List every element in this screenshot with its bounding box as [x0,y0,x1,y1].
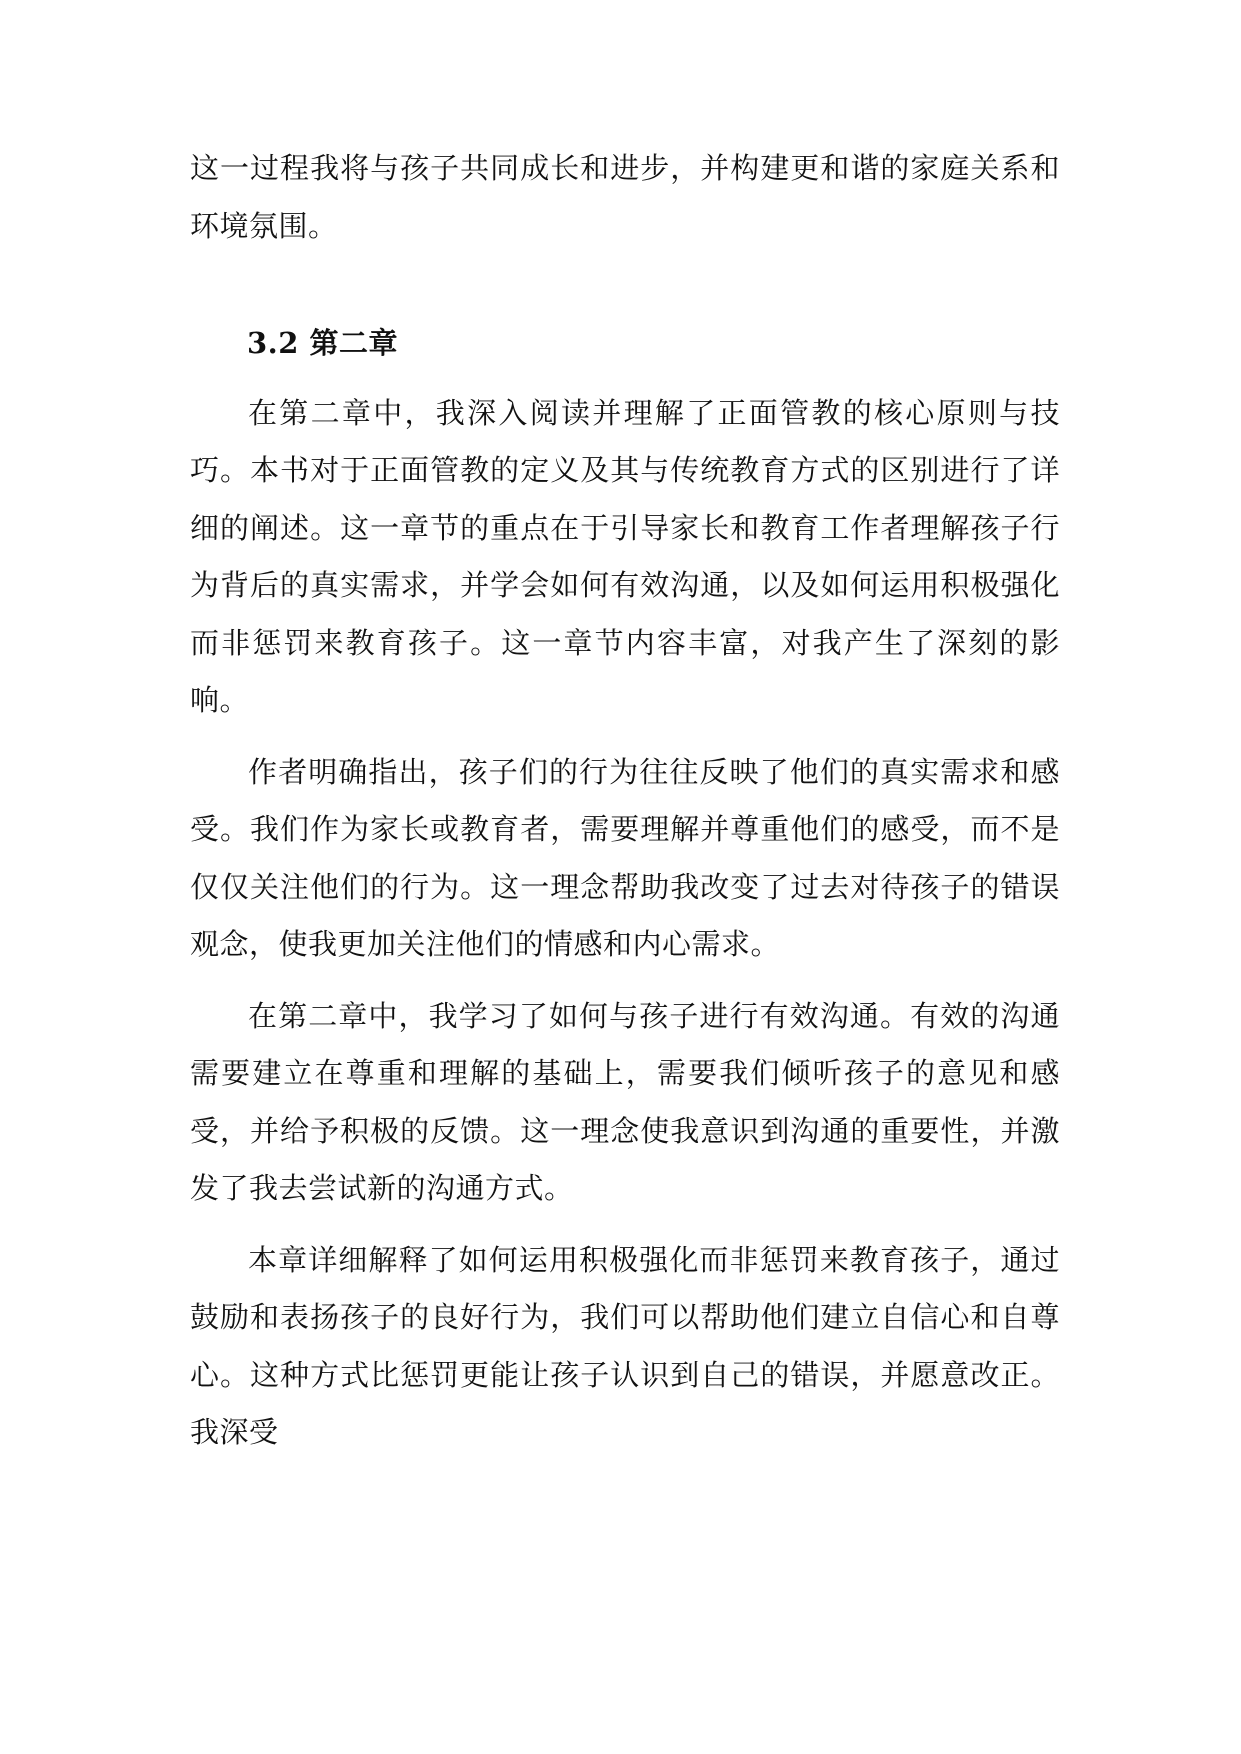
paragraph-child-needs: 作者明确指出，孩子们的行为往往反映了他们的真实需求和感受。我们作为家长或教育者，需要理解并尊重他们的感受，而不是仅仅关注他们的行为。这一理念帮助我改变了过去对待孩子的错误观念，使我更加关注他们的情感和内心需求。 [190,754,1060,961]
intro-paragraph: 这一过程我将与孩子共同成长和进步，并构建更和谐的家庭关系和环境氛围。 [190,151,1060,243]
paragraph-communication: 在第二章中，我学习了如何与孩子进行有效沟通。有效的沟通需要建立在尊重和理解的基础上，需要我们倾听孩子的意见和感受，并给予积极的反馈。这一理念使我意识到沟通的重要性，并激发了我去尝试新的沟通方式。 [190,998,1060,1205]
page-content [190,140,1060,1462]
paragraph-chapter-overview: 在第二章中，我深入阅读并理解了正面管教的核心原则与技巧。本书对于正面管教的定义及其与传统教育方式的区别进行了详细的阐述。这一章节的重点在于引导家长和教育工作者理解孩子行为背后的真实需求，并学会如何有效沟通，以及如何运用积极强化而非惩罚来教育孩子。这一章节内容丰富，对我产生了深刻的影响。 [190,395,1060,717]
paragraph-positive-reinforcement: 本章详细解释了如何运用积极强化而非惩罚来教育孩子，通过鼓励和表扬孩子的良好行为，我们可以帮助他们建立自信心和自尊心。这种方式比惩罚更能让孩子认识到自己的错误，并愿意改正。我深受 [190,1242,1060,1449]
section-heading: 3.2 第二章 [247,326,399,360]
